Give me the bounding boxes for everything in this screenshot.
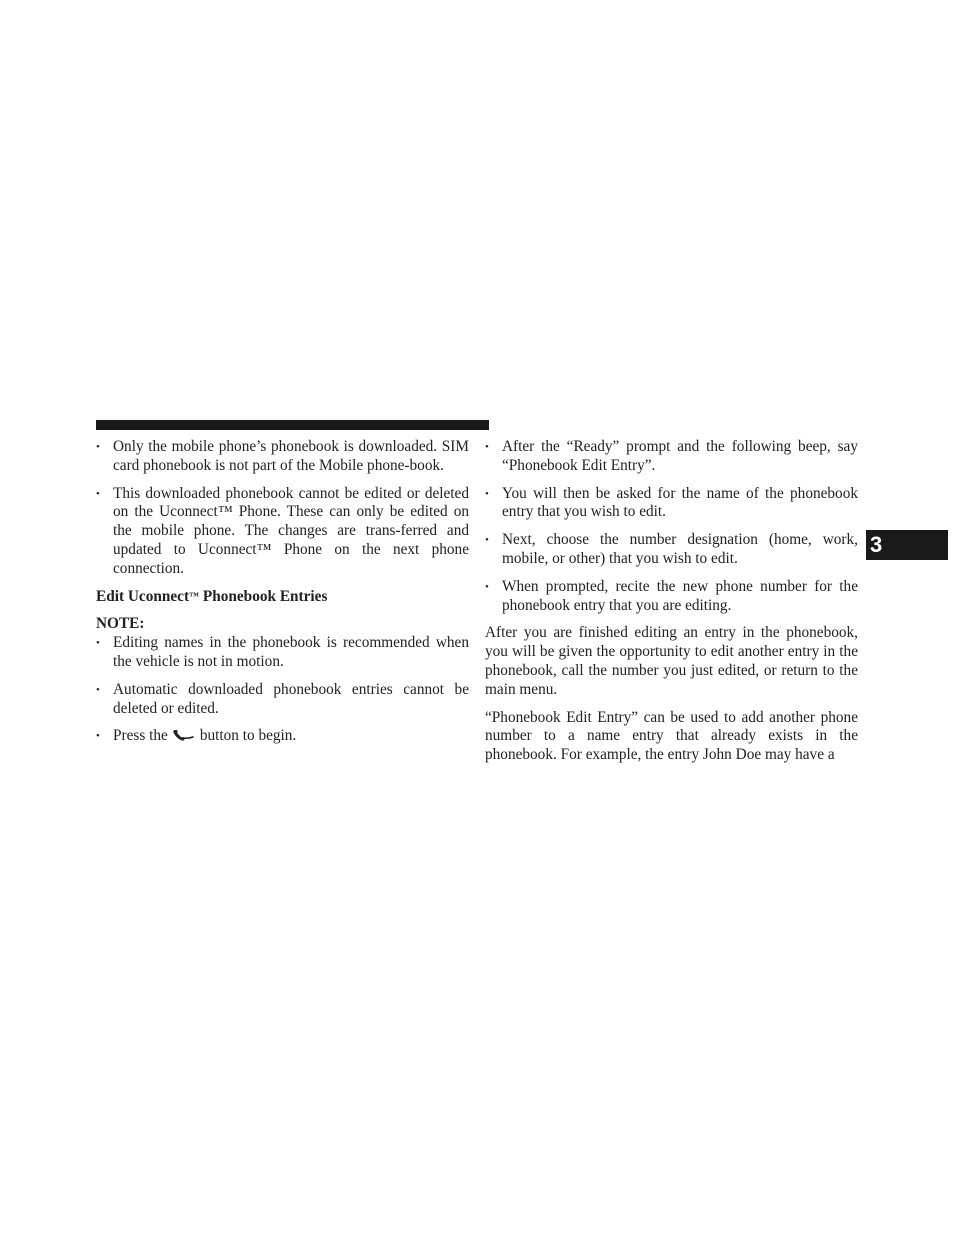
bullet-icon: • xyxy=(485,441,489,453)
body-paragraph: “Phonebook Edit Entry” can be used to add another phone number to a name entry that already exists in the phonebook. For example, the entry John Doe may have a xyxy=(485,708,858,764)
bullet-icon: • xyxy=(485,580,489,593)
bullet-icon: • xyxy=(96,637,100,650)
list-item: • Press the button to begin. xyxy=(96,727,297,745)
section-heading: Edit Uconnect™ Phonebook Entries xyxy=(96,587,328,605)
section-number-tab: 3 xyxy=(866,530,948,560)
list-item: • You will then be asked for the name of the phonebook entry that you wish to edit. xyxy=(485,484,858,521)
bullet-icon: • xyxy=(485,534,489,547)
list-item: • Automatic downloaded phonebook entries cannot be deleted or edited. xyxy=(96,680,469,717)
left-column xyxy=(96,438,469,755)
list-item: • Editing names in the phonebook is recommended when the vehicle is not in motion. xyxy=(96,634,469,670)
top-rule xyxy=(96,420,489,430)
note-bullet-list xyxy=(96,634,469,746)
bullet-icon: • xyxy=(96,683,100,696)
info-bullet-list xyxy=(96,438,469,579)
list-item: • When prompted, recite the new phone number for the phonebook entry that you are editing. xyxy=(485,577,858,614)
list-item: • After the “Ready” prompt and the following beep, say “Phonebook Edit Entry”. xyxy=(485,438,858,474)
bullet-icon: • xyxy=(96,730,100,743)
note-label: NOTE: xyxy=(96,615,145,633)
bullet-icon: • xyxy=(96,441,100,453)
steps-bullet-list xyxy=(485,438,858,615)
right-column xyxy=(485,438,858,774)
body-paragraph: After you are finished editing an entry in the phonebook, you will be given the opportunity to edit another entry in the phonebook, call the number you just edited, or return to the main menu. xyxy=(485,624,858,698)
list-item: • This downloaded phonebook cannot be edited or deleted on the Uconnect™ Phone. These can only be edited on the mobile phone. The changes are trans-ferred and updated to Uconnect™ Phone on the next phone connection. xyxy=(96,484,469,577)
bullet-icon: • xyxy=(96,487,100,500)
list-item: • Only the mobile phone’s phonebook is downloaded. SIM card phonebook is not part of the Mobile phone-book. xyxy=(96,438,469,474)
bullet-icon: • xyxy=(485,487,489,500)
phone-icon xyxy=(172,728,194,742)
list-item: • Next, choose the number designation (home, work, mobile, or other) that you wish to edit. xyxy=(485,531,858,567)
